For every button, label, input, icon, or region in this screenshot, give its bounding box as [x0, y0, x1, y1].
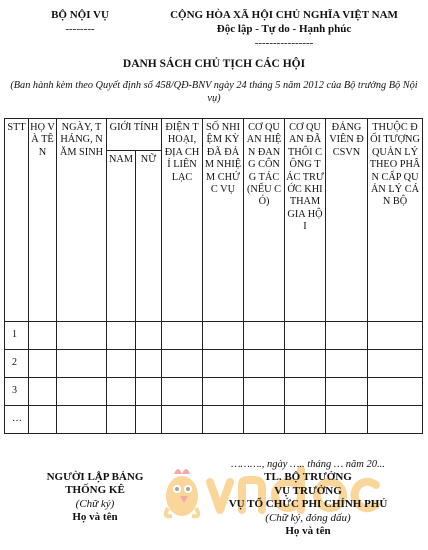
cell[interactable]: [107, 350, 136, 378]
cell[interactable]: [244, 378, 285, 406]
header-stt: STT: [5, 119, 29, 322]
preparer-role: NGƯỜI LẬP BẢNG THỐNG KÊ: [46, 471, 144, 497]
cell[interactable]: [203, 322, 244, 350]
header-dob: NGÀY, THÁNG, NĂM SINH: [57, 119, 107, 322]
country-name: CỘNG HÒA XÃ HỘI CHỦ NGHĨA VIỆT NAM: [170, 9, 398, 21]
cell[interactable]: [203, 378, 244, 406]
header-retired-agency: CƠ QUAN ĐÃ THÔI CÔNG TÁC TRƯỚC KHI THAM GIA HỘI: [285, 119, 326, 322]
cell[interactable]: [285, 322, 326, 350]
header-male: NAM: [107, 151, 136, 322]
row-number: 1: [5, 322, 29, 350]
cell[interactable]: [326, 378, 368, 406]
cell[interactable]: [107, 322, 136, 350]
cell[interactable]: [285, 378, 326, 406]
cell[interactable]: [368, 406, 423, 434]
cell[interactable]: [136, 350, 162, 378]
cell[interactable]: [29, 378, 57, 406]
preparer-signature-block: [30, 471, 160, 525]
table-row: [5, 378, 423, 406]
cell[interactable]: [285, 350, 326, 378]
cell[interactable]: [107, 378, 136, 406]
cell[interactable]: [136, 322, 162, 350]
cell[interactable]: [162, 322, 203, 350]
table-row: [5, 322, 423, 350]
cell[interactable]: [203, 406, 244, 434]
cell[interactable]: [162, 378, 203, 406]
cell[interactable]: [368, 378, 423, 406]
cell[interactable]: [29, 406, 57, 434]
cell[interactable]: [203, 350, 244, 378]
motto-rule: ----------------: [254, 37, 314, 49]
table-row: [5, 406, 423, 434]
preparer-name: Họ và tên: [72, 511, 118, 524]
national-motto: Độc lập - Tự do - Hạnh phúc: [216, 23, 352, 35]
cell[interactable]: [368, 350, 423, 378]
cell[interactable]: [326, 322, 368, 350]
header-current-agency: CƠ QUAN HIỆN ĐANG CÔNG TÁC (NẾU CÓ): [244, 119, 285, 322]
cell[interactable]: [244, 350, 285, 378]
cell[interactable]: [107, 406, 136, 434]
cell[interactable]: [326, 350, 368, 378]
table-row: [5, 350, 423, 378]
ministry-block: [20, 8, 140, 36]
cell[interactable]: [244, 406, 285, 434]
cell[interactable]: [57, 378, 107, 406]
cell[interactable]: [29, 322, 57, 350]
cell[interactable]: [285, 406, 326, 434]
approver-line-1: TL. BỘ TRƯỞNG: [264, 471, 352, 484]
header-name: HỌ VÀ TÊN: [29, 119, 57, 322]
approver-signature-block: [208, 458, 408, 538]
cell[interactable]: [57, 406, 107, 434]
header-terms: SỐ NHIỆM KỲ ĐÃ ĐẢM NHIỆM CHỨC VỤ: [203, 119, 244, 322]
sign-date: ………., ngày ….. tháng … năm 20...: [231, 459, 385, 470]
header-contact: ĐIỆN THOẠI, ĐỊA CHỈ LIÊN LẠC: [162, 119, 203, 322]
document-title: DANH SÁCH CHỦ TỊCH CÁC HỘI: [122, 58, 306, 70]
header-party: ĐẢNG VIÊN ĐCSVN: [326, 119, 368, 322]
cell[interactable]: [368, 322, 423, 350]
header-female: NỮ: [136, 151, 162, 322]
document-subtitle: (Ban hành kèm theo Quyết định số 458/QĐ-BNV ngày 24 tháng 5 năm 2012 của Bộ trưởng Bộ Nội vụ): [10, 80, 418, 104]
row-number: 3: [5, 378, 29, 406]
preparer-sign-note: (Chữ ký): [75, 497, 115, 510]
cell[interactable]: [244, 322, 285, 350]
cell[interactable]: [57, 322, 107, 350]
cell[interactable]: [162, 406, 203, 434]
header-managed-by: THUỘC ĐỐI TƯỢNG QUẢN LÝ THEO PHÂN CẤP QUẢN LÝ CÁN BỘ: [368, 119, 423, 322]
chairpersons-table: [4, 118, 423, 434]
cell[interactable]: [29, 350, 57, 378]
cell[interactable]: [326, 406, 368, 434]
approver-sign-note: (Chữ ký, đóng dấu): [265, 511, 351, 524]
ministry-name: BỘ NỘI VỤ: [51, 9, 109, 21]
national-heading: [140, 8, 428, 50]
cell[interactable]: [162, 350, 203, 378]
row-number: …: [5, 406, 29, 434]
approver-name: Họ và tên: [285, 525, 331, 538]
ministry-rule: --------: [65, 23, 95, 35]
header-gender: GIỚI TÍNH: [107, 119, 162, 151]
cell[interactable]: [136, 378, 162, 406]
row-number: 2: [5, 350, 29, 378]
cell[interactable]: [57, 350, 107, 378]
approver-line-2: VỤ TRƯỞNG: [274, 484, 342, 497]
approver-line-3: VỤ TỔ CHỨC PHI CHÍNH PHỦ: [228, 498, 388, 511]
cell[interactable]: [136, 406, 162, 434]
